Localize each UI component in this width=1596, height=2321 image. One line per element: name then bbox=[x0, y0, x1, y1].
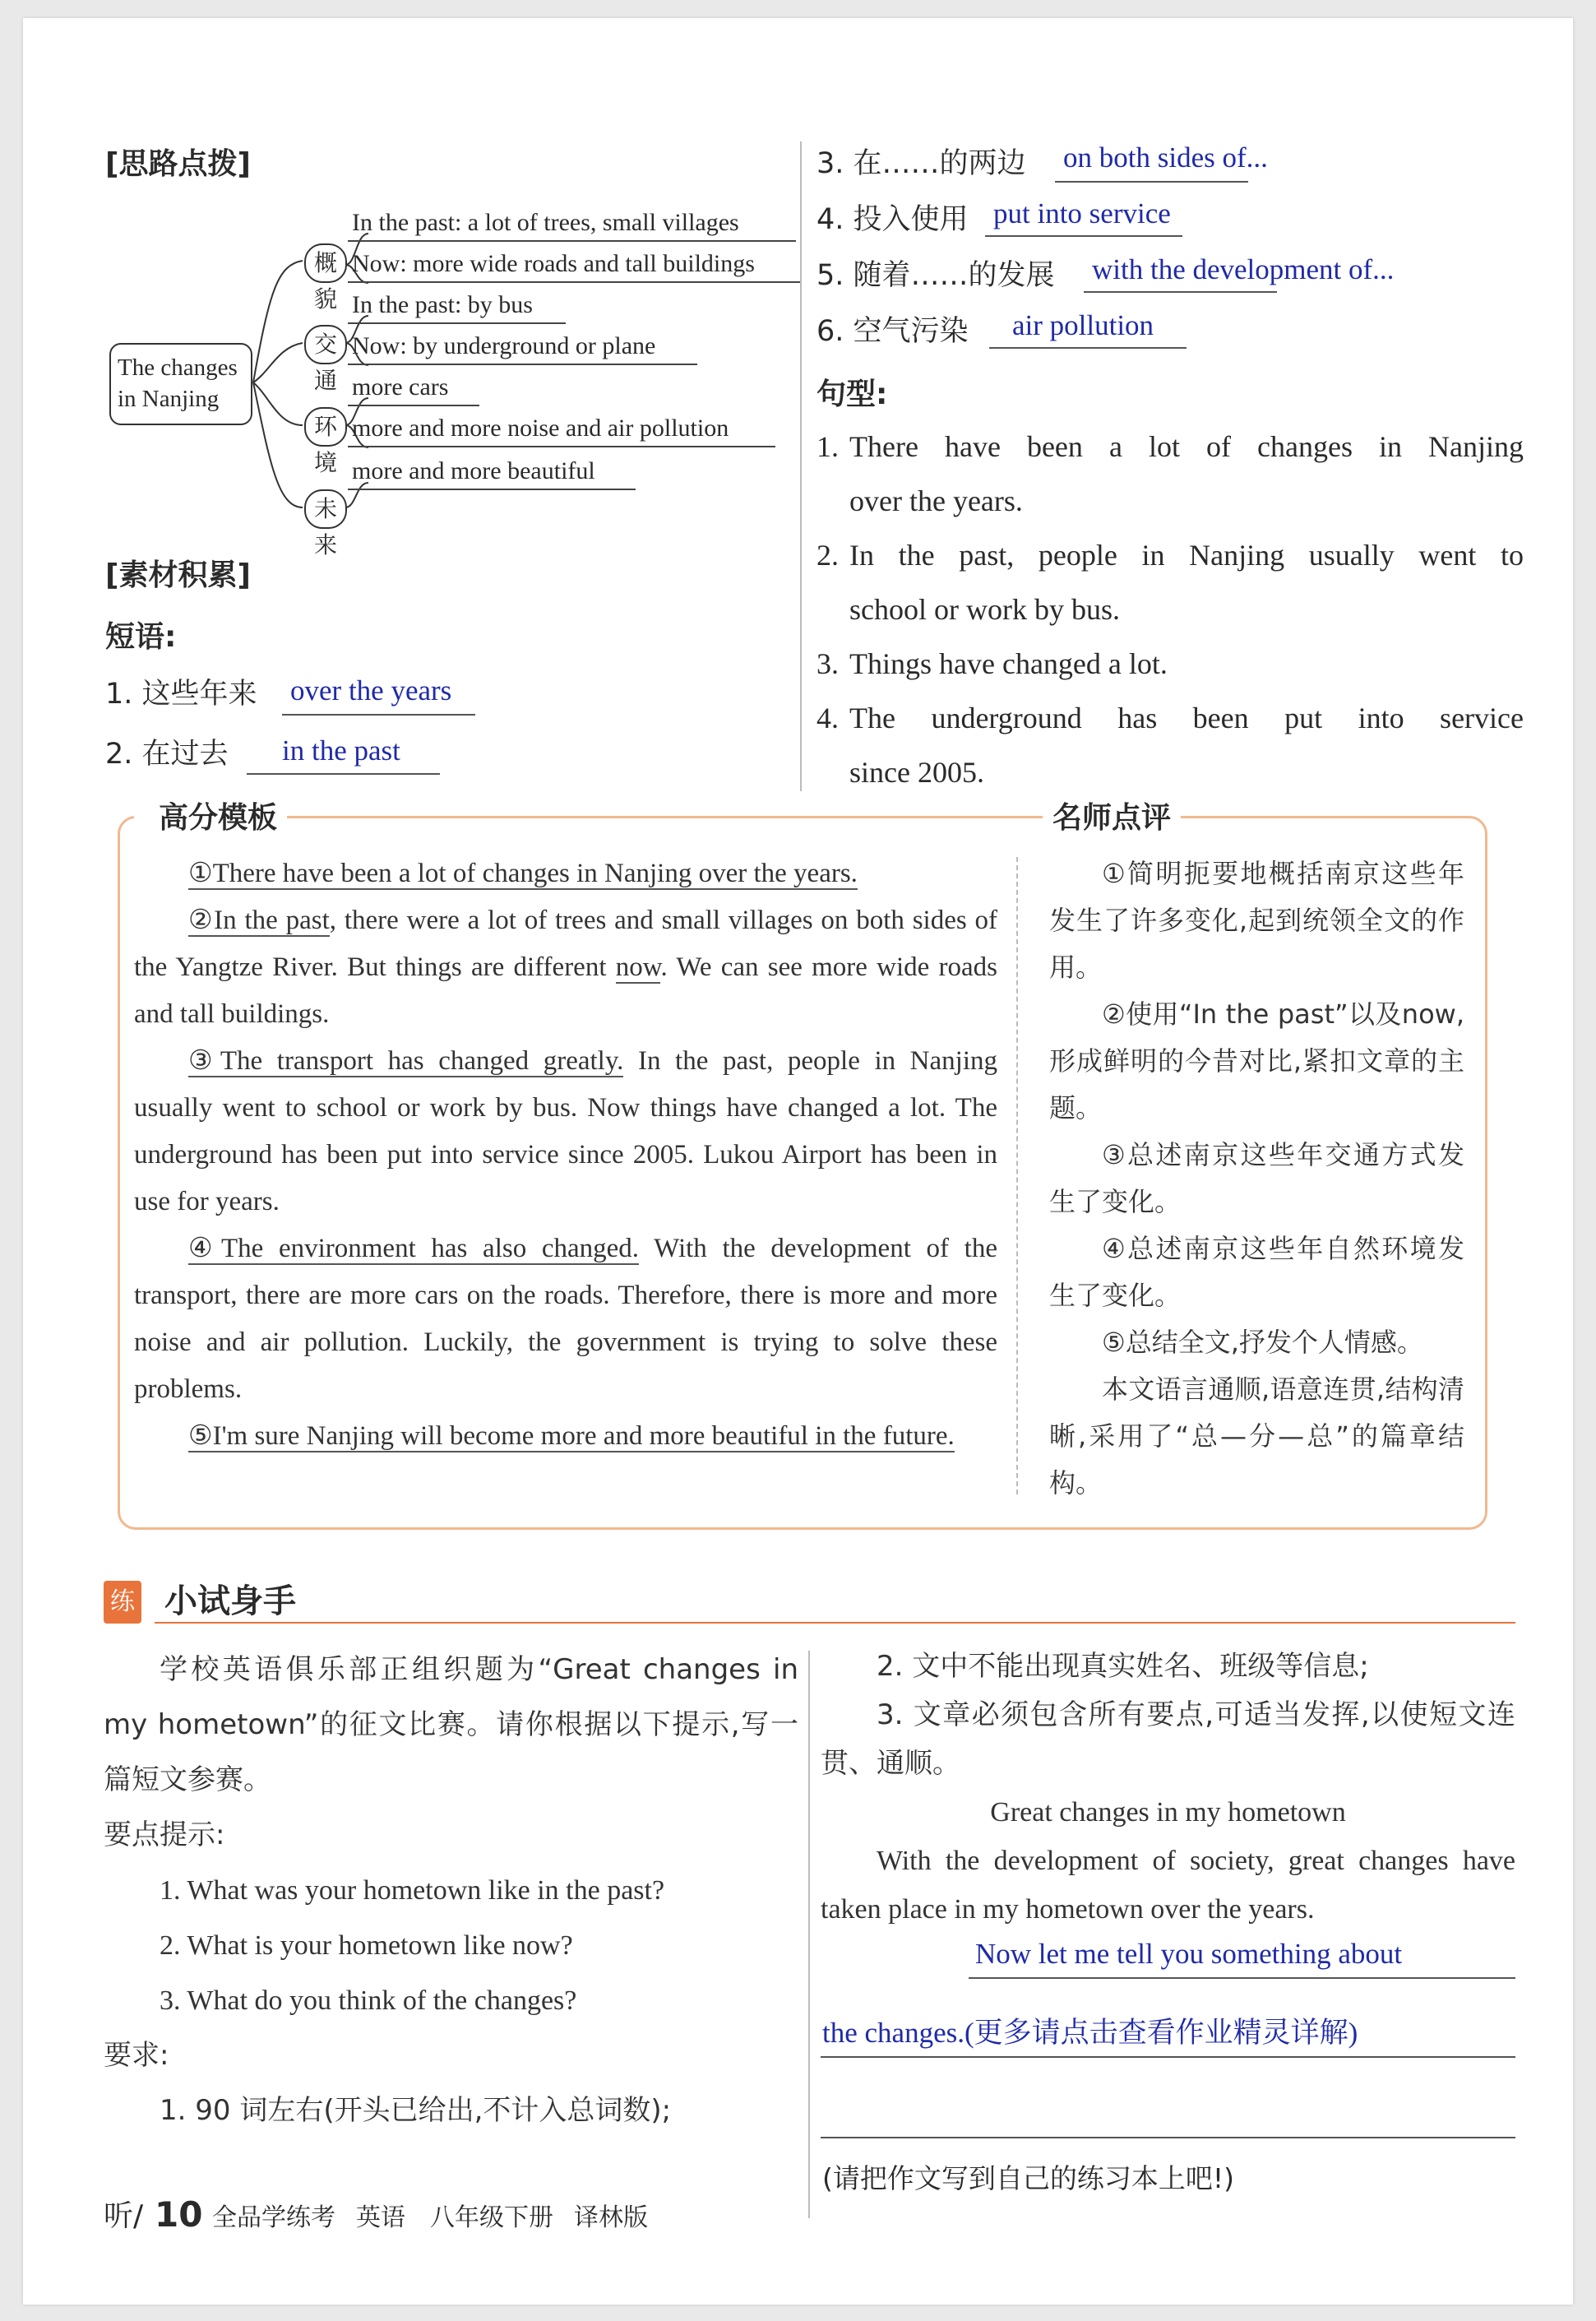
leaf-overview-now: Now: more wide roads and tall buildings bbox=[352, 250, 755, 277]
footer-book: 全品学练考 bbox=[212, 2203, 335, 2232]
point-3: 3. What do you think of the changes? bbox=[160, 1985, 577, 2016]
branch-future: 未来 bbox=[304, 489, 347, 529]
essay-topic-sentence: ①There have been a lot of changes in Nanjing over the years. bbox=[188, 859, 858, 888]
practice-intro: 学校英语俱乐部正组织题为“Great changes in my hometown”的征文比赛。请你根据以下提示,写一篇短文参赛。 bbox=[104, 1653, 798, 1796]
phrase-4-prompt: 4. 投入使用 bbox=[817, 203, 969, 236]
phrase-5-answer: with the development of... bbox=[1092, 253, 1395, 285]
practice-rule bbox=[155, 1622, 1515, 1624]
phrase-1-answer: over the years bbox=[290, 674, 452, 706]
footer-edition: 译林版 bbox=[574, 2203, 648, 2232]
phrase-6-answer: air pollution bbox=[1012, 309, 1154, 341]
comment-5: ⑤总结全文,抒发个人情感。 bbox=[1102, 1327, 1423, 1358]
essay-p3-text: In the past, people in Nanjing usually went to school or work by bus. Now things have changed a lot. The underground has been put into service since 2005. Lukou Airport has been in use for years. bbox=[134, 1046, 997, 1216]
leaf-transport-past: In the past: by bus bbox=[352, 291, 533, 318]
essay-start: With the development of society, great changes have taken place in my hometown over the years. bbox=[821, 1846, 1515, 1925]
requirement-1: 1. 90 词左右(开头已给出,不计入总词数); bbox=[160, 2094, 672, 2127]
requirements-heading: 要求: bbox=[104, 2039, 169, 2072]
requirement-2: 2. 文中不能出现真实姓名、班级等信息; bbox=[877, 1650, 1369, 1683]
branch-transport: 交通 bbox=[304, 325, 347, 364]
sentence-3-num: 3. bbox=[817, 647, 839, 680]
mindmap-lines bbox=[23, 18, 24, 19]
essay-p2-now: now bbox=[615, 952, 661, 982]
leaf-transport-now: Now: by underground or plane bbox=[352, 332, 656, 359]
sentences-heading: 句型: bbox=[817, 378, 888, 411]
practice-left bbox=[104, 1642, 798, 2138]
practice-title: 小试身手 bbox=[164, 1582, 296, 1620]
teacher-comments bbox=[1049, 850, 1464, 1507]
essay-p4-mark: ④The environment has also changed. bbox=[188, 1234, 640, 1263]
page bbox=[23, 18, 1573, 2305]
footnote: (请把作文写到自己的练习本上吧!) bbox=[822, 2162, 1234, 2194]
footer-page-num: 10 bbox=[155, 2194, 203, 2235]
comment-title: 名师点评 bbox=[1043, 804, 1181, 833]
footer-grade: 八年级下册 bbox=[430, 2203, 553, 2232]
branch-environment: 环境 bbox=[304, 407, 347, 447]
model-essay bbox=[134, 850, 997, 1460]
answer-line-1: Now let me tell you something about bbox=[975, 1938, 1403, 1970]
sentence-2-line2: school or work by bus. bbox=[849, 593, 1120, 626]
phrase-4-answer: put into service bbox=[993, 197, 1171, 229]
requirement-3: 3. 文章必须包含所有要点,可适当发挥,以使短文连贯、通顺。 bbox=[821, 1698, 1515, 1780]
center-line-2: in Nanjing bbox=[118, 386, 220, 412]
leaf-env-noise: more and more noise and air pollution bbox=[352, 415, 729, 442]
template-title: 高分模板 bbox=[134, 804, 287, 833]
essay-p4-text: With the development of the transport, there are more cars on the roads. Therefore, there is more and more noise and air pollution. Luckily, the government is trying to solve these problems. bbox=[134, 1234, 997, 1404]
sentence-3-line1: Things have changed a lot. bbox=[849, 647, 1168, 680]
sentence-4-line2: since 2005. bbox=[849, 756, 984, 789]
footer-page-prefix: 听/ bbox=[104, 2199, 144, 2233]
phrase-1-prompt: 1. 这些年来 bbox=[105, 678, 257, 711]
center-line-1: The changes bbox=[118, 354, 238, 381]
leaf-overview-past: In the past: a lot of trees, small villages bbox=[352, 209, 739, 236]
practice-right bbox=[821, 1642, 1515, 1934]
sentence-4-line1: The underground has been put into service bbox=[849, 702, 1524, 734]
points-heading: 要点提示: bbox=[104, 1818, 225, 1851]
essay-p2-mark: ②In the past bbox=[188, 906, 330, 935]
phrase-3-prompt: 3. 在……的两边 bbox=[817, 147, 1026, 180]
phrase-2-answer: in the past bbox=[282, 734, 400, 767]
section-material: [素材积累] bbox=[105, 558, 251, 592]
footer-subject: 英语 bbox=[356, 2203, 405, 2232]
leaf-env-cars: more cars bbox=[352, 373, 449, 401]
sentence-1-line1: There have been a lot of changes in Nanjing bbox=[849, 430, 1524, 463]
comment-2: ②使用“In the past”以及now,形成鲜明的今昔对比,紧扣文章的主题。 bbox=[1049, 998, 1464, 1123]
comment-summary: 本文语言通顺,语意连贯,结构清晰,采用了“总—分—总”的篇章结构。 bbox=[1049, 1374, 1464, 1499]
comment-3: ③总述南京这些年交通方式发生了变化。 bbox=[1049, 1139, 1464, 1217]
sentence-1-num: 1. bbox=[817, 430, 839, 463]
section-thinking: [思路点拨] bbox=[105, 147, 251, 181]
sentence-1-line2: over the years. bbox=[849, 484, 1023, 517]
sentence-2-line1: In the past, people in Nanjing usually went to bbox=[849, 539, 1524, 572]
phrases-heading: 短语: bbox=[105, 620, 177, 654]
branch-overview: 概貌 bbox=[304, 243, 347, 283]
phrase-6-prompt: 6. 空气污染 bbox=[817, 315, 969, 348]
essay-p2-text-b: . We can see more wide roads and tall buildings. bbox=[134, 952, 997, 1029]
essay-title: Great changes in my hometown bbox=[990, 1797, 1346, 1828]
sentence-2-num: 2. bbox=[817, 539, 839, 572]
leaf-future: more and more beautiful bbox=[352, 457, 595, 484]
essay-p2-text-a: , there were a lot of trees and small villages on both sides of the Yangtze River. But things are different bbox=[134, 906, 998, 982]
point-1: 1. What was your hometown like in the past? bbox=[160, 1875, 665, 1906]
comment-4: ④总述南京这些年自然环境发生了变化。 bbox=[1049, 1233, 1464, 1311]
box-divider bbox=[1016, 857, 1018, 1494]
essay-p5-mark: ⑤I'm sure Nanjing will become more and more beautiful in the future. bbox=[188, 1421, 955, 1451]
phrase-5-prompt: 5. 随着……的发展 bbox=[817, 259, 1055, 292]
phrase-3-answer: on both sides of... bbox=[1063, 141, 1268, 174]
practice-icon: 练 bbox=[104, 1581, 141, 1624]
comment-1: ①简明扼要地概括南京这些年发生了许多变化,起到统领全文的作用。 bbox=[1049, 858, 1464, 983]
essay-p3-mark: ③The transport has changed greatly. bbox=[188, 1046, 624, 1076]
answer-line-2: the changes.(更多请点击查看作业精灵详解) bbox=[822, 2017, 1358, 2049]
phrase-2-prompt: 2. 在过去 bbox=[105, 738, 229, 771]
point-2: 2. What is your hometown like now? bbox=[160, 1930, 573, 1961]
mindmap-center bbox=[109, 343, 252, 425]
sentence-4-num: 4. bbox=[817, 702, 839, 734]
